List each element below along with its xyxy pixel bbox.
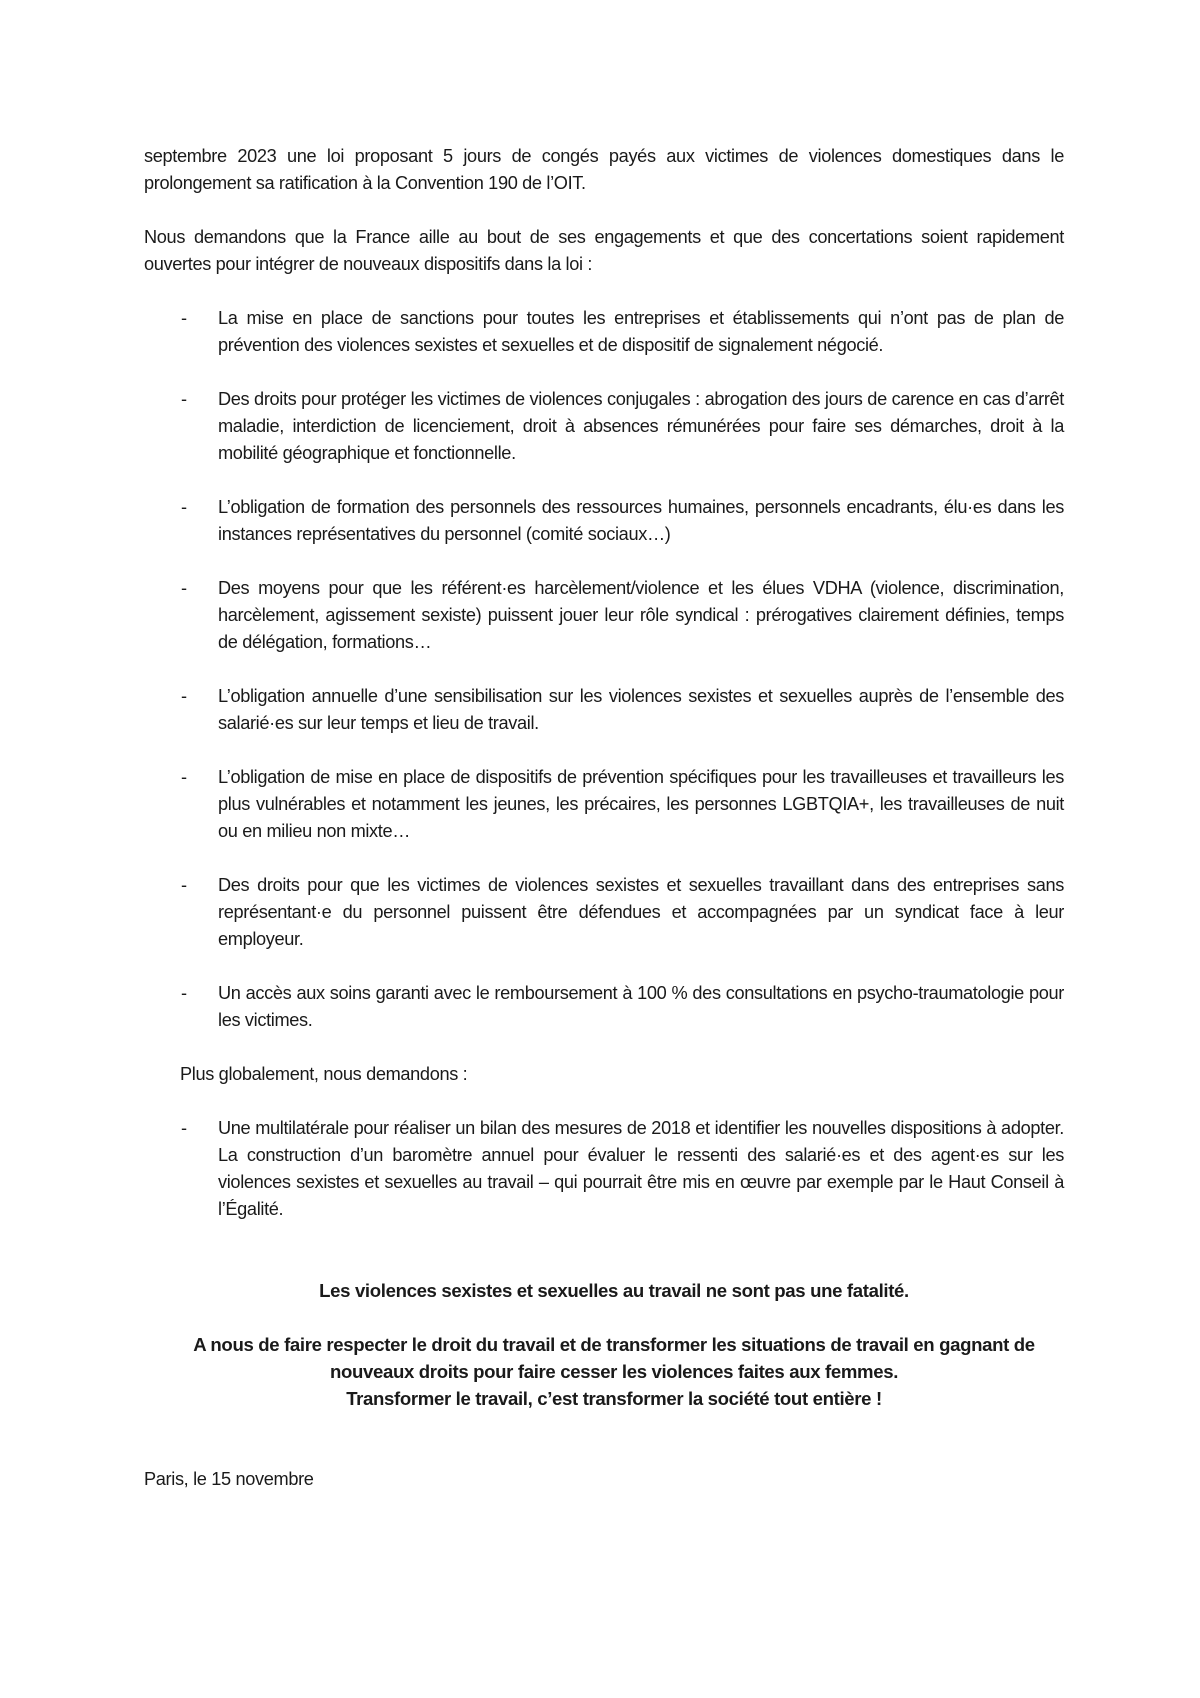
list-item xyxy=(144,575,1064,656)
list-item-text: Des moyens pour que les référent·es harcèlement/violence et les élues VDHA (violence, discrimination, harcèlement, agissement sexiste) puissent jouer leur rôle syndical : prérogatives clairement définies, temps de délégation, formations… xyxy=(218,578,1064,652)
bullet-dash: - xyxy=(181,308,187,328)
list-item xyxy=(144,764,1064,845)
bullet-dash: - xyxy=(181,983,187,1003)
bullet-dash: - xyxy=(181,1118,187,1138)
closing-line-2: A nous de faire respecter le droit du travail et de transformer les situations de travail en gagnant de nouveaux droits pour faire cesser les violences faites aux femmes. xyxy=(193,1334,1035,1382)
bullet-dash: - xyxy=(181,767,187,787)
global-demands-label: Plus globalement, nous demandons : xyxy=(180,1064,468,1084)
list-item xyxy=(144,683,1064,737)
intro-paragraph: septembre 2023 une loi proposant 5 jours de congés payés aux victimes de violences domestiques dans le prolongement sa ratification à la Convention 190 de l’OIT. xyxy=(144,146,1064,193)
global-demands-list xyxy=(144,1115,1064,1223)
bullet-dash: - xyxy=(181,389,187,409)
bullet-dash: - xyxy=(181,686,187,706)
list-item-text: L’obligation annuelle d’une sensibilisation sur les violences sexistes et sexuelles auprès de l’ensemble des salarié·es sur leur temps et lieu de travail. xyxy=(218,686,1064,733)
list-item-text: Des droits pour protéger les victimes de violences conjugales : abrogation des jours de carence en cas d’arrêt maladie, interdiction de licenciement, droit à absences rémunérées pour faire ses démarches, droit à la mobilité géographique et fonctionnelle. xyxy=(218,389,1064,463)
list-item-text: Des droits pour que les victimes de violences sexistes et sexuelles travaillant dans des entreprises sans représentant·e du personnel puissent être défendues et accompagnées par un syndicat face à leur employeur. xyxy=(218,875,1064,949)
list-item-text: Une multilatérale pour réaliser un bilan des mesures de 2018 et identifier les nouvelles dispositions à adopter. La construction d’un baromètre annuel pour évaluer le ressenti des salarié·es et des agent·es sur les violences sexistes et sexuelles au travail – qui pourrait être mis en œuvre par exemple par le Haut Conseil à l’Égalité. xyxy=(218,1118,1064,1219)
list-item xyxy=(144,305,1064,359)
demand-paragraph: Nous demandons que la France aille au bout de ses engagements et que des concertations soient rapidement ouvertes pour intégrer de nouveaux dispositifs dans la loi : xyxy=(144,227,1064,274)
closing-line-3: Transformer le travail, c’est transformer la société tout entière ! xyxy=(346,1388,882,1409)
bullet-dash: - xyxy=(181,497,187,517)
demands-list xyxy=(144,305,1064,1034)
list-item xyxy=(144,1115,1064,1223)
closing-statement xyxy=(144,1277,1064,1412)
closing-line-1: Les violences sexistes et sexuelles au travail ne sont pas une fatalité. xyxy=(319,1280,909,1301)
document-page xyxy=(144,143,1064,1520)
list-item-text: L’obligation de mise en place de dispositifs de prévention spécifiques pour les travailleuses et travailleurs les plus vulnérables et notamment les jeunes, les précaires, les personnes LGBTQIA+, les travailleuses de nuit ou en milieu non mixte… xyxy=(218,767,1064,841)
list-item xyxy=(144,386,1064,467)
signature-date: Paris, le 15 novembre xyxy=(144,1469,314,1489)
bullet-dash: - xyxy=(181,875,187,895)
list-item-text: Un accès aux soins garanti avec le remboursement à 100 % des consultations en psycho-traumatologie pour les victimes. xyxy=(218,983,1064,1030)
list-item-text: La mise en place de sanctions pour toutes les entreprises et établissements qui n’ont pas de plan de prévention des violences sexistes et sexuelles et de dispositif de signalement négocié. xyxy=(218,308,1064,355)
list-item xyxy=(144,980,1064,1034)
list-item-text: L’obligation de formation des personnels des ressources humaines, personnels encadrants, élu·es dans les instances représentatives du personnel (comité sociaux…) xyxy=(218,497,1064,544)
list-item xyxy=(144,494,1064,548)
list-item xyxy=(144,872,1064,953)
bullet-dash: - xyxy=(181,578,187,598)
